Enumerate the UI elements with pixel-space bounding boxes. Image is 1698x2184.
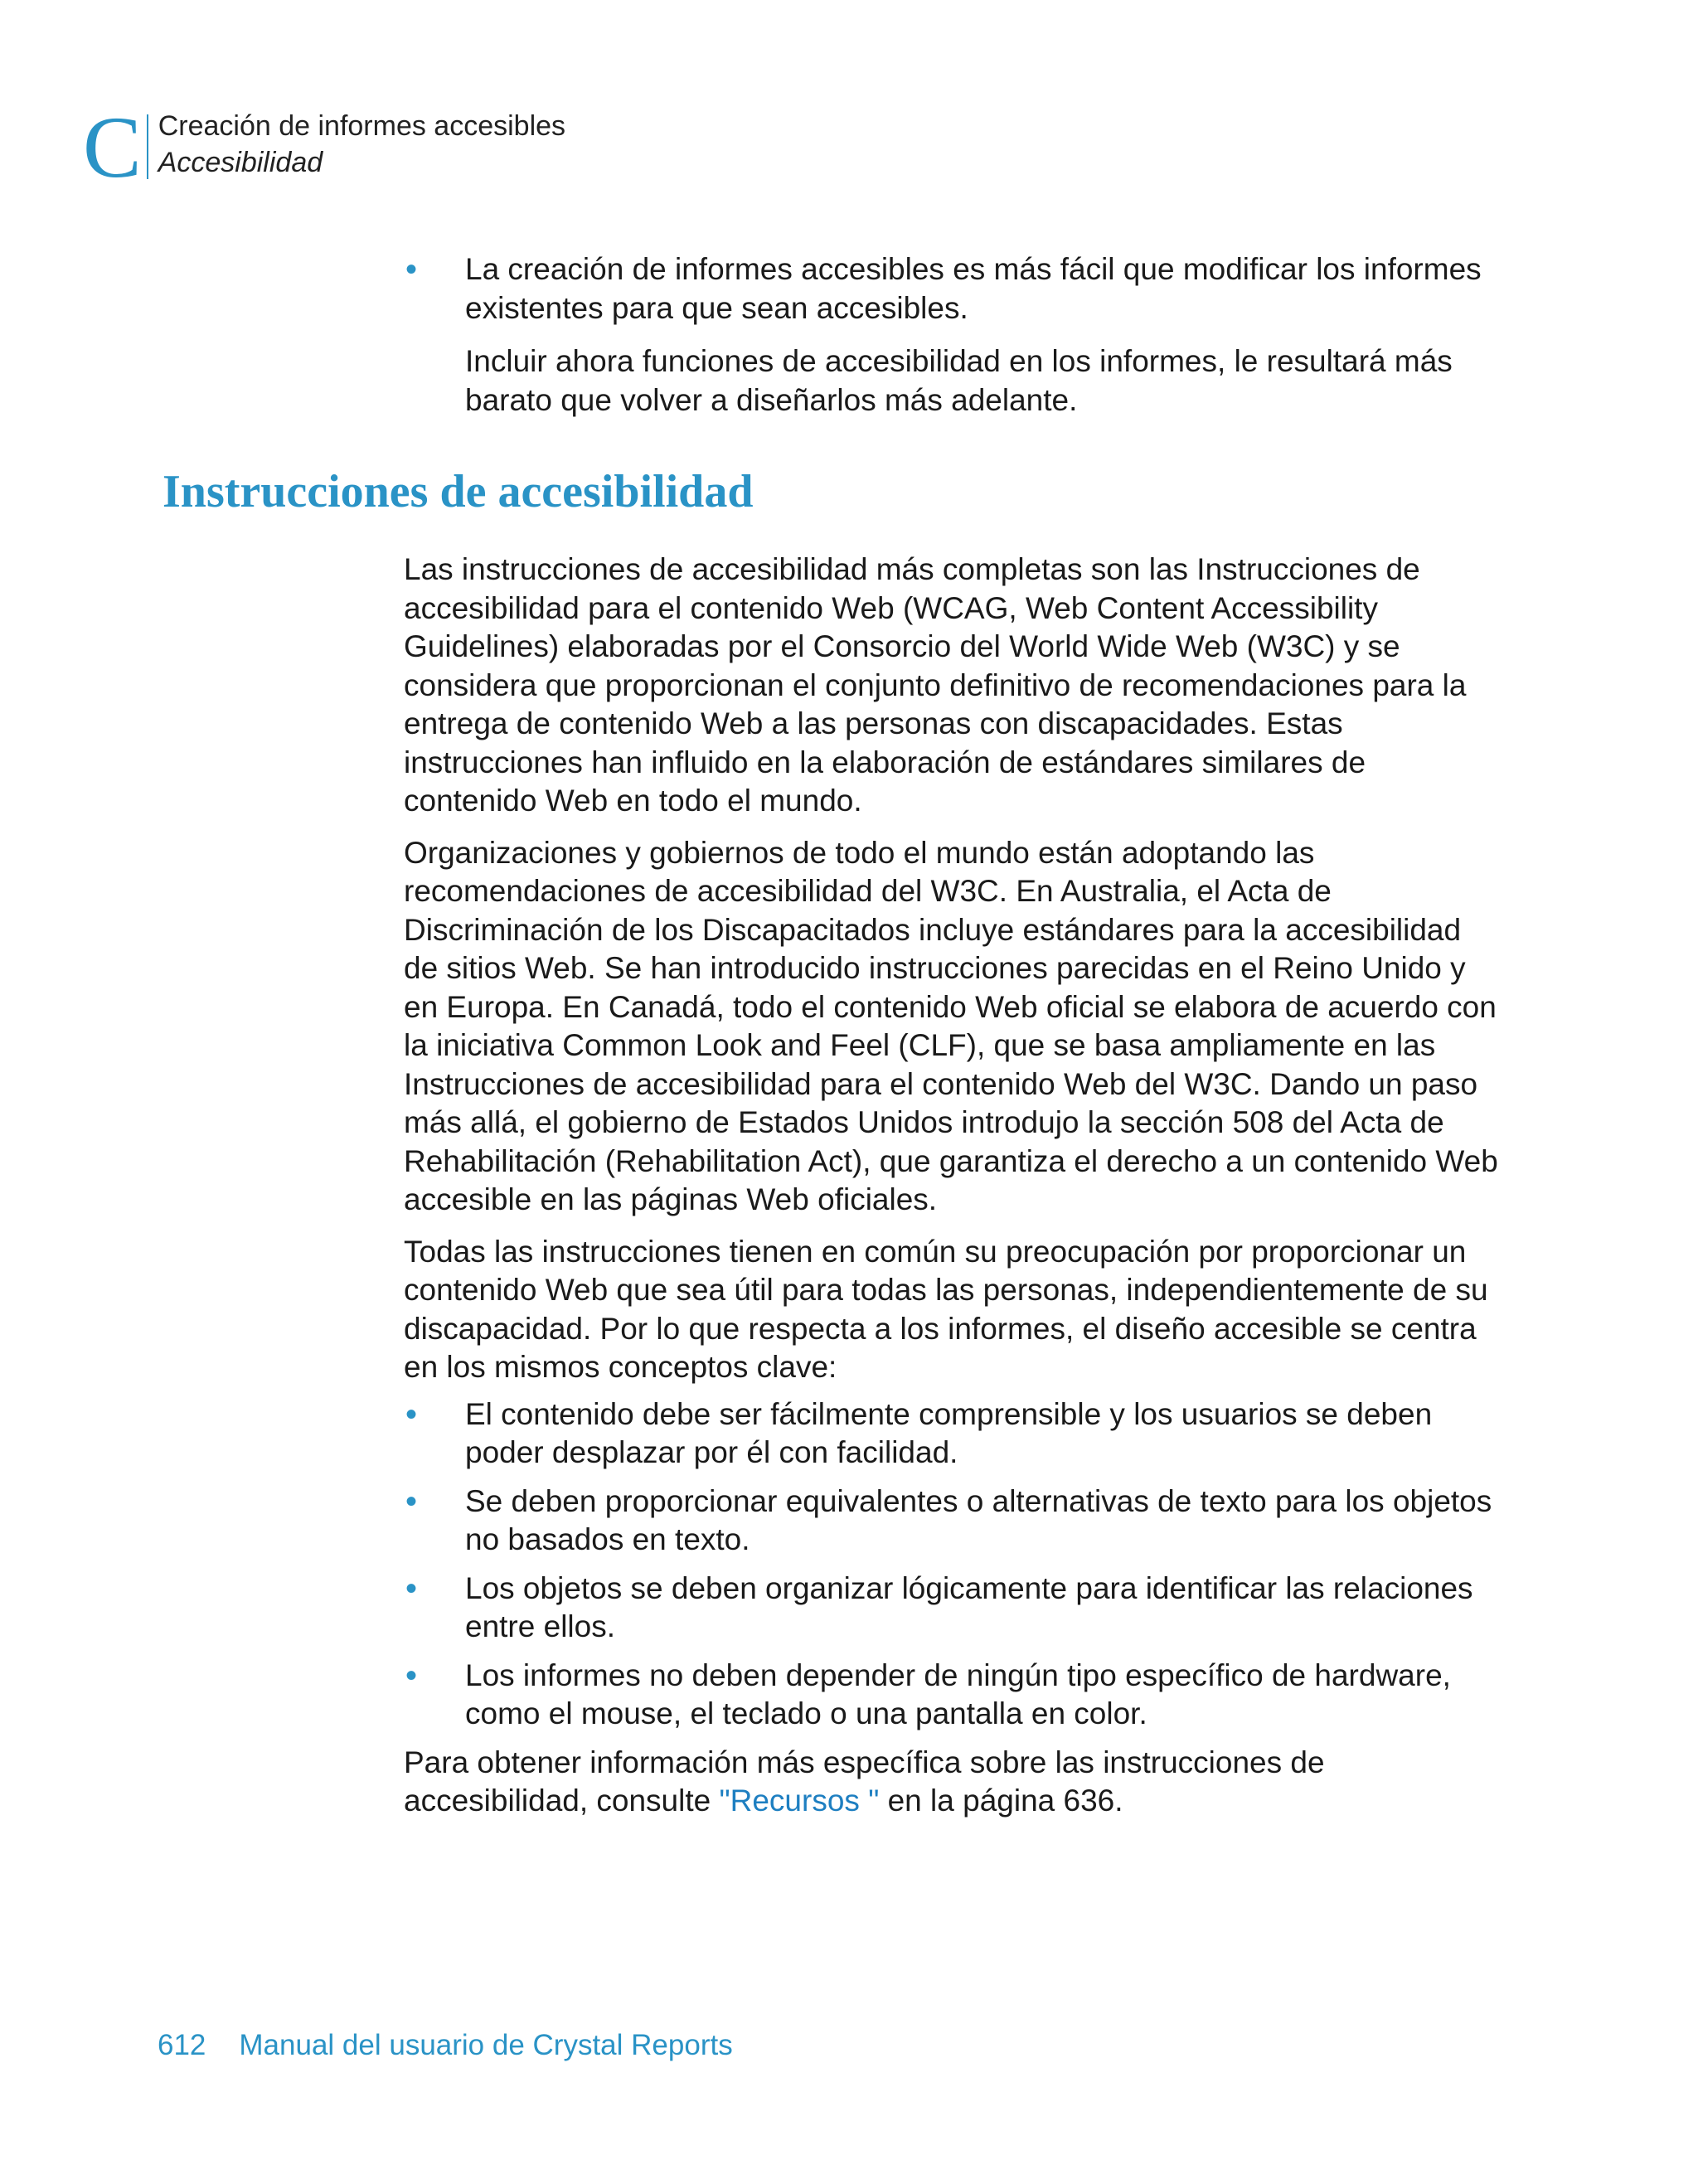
chapter-subtitle: Accesibilidad	[158, 147, 323, 178]
page-header	[83, 99, 566, 196]
intro-bullet-continuation: Incluir ahora funciones de accesibilidad en los informes, le resultará más barato que volver a diseñarlos más adelante.	[465, 344, 1453, 417]
bullet-icon: •	[405, 1570, 418, 1607]
chapter-letter: C	[83, 99, 142, 196]
chapter-title: Creación de informes accesibles	[158, 110, 566, 142]
bullet-text: El contenido debe ser fácilmente comprensible y los usuarios se deben poder desplazar por él con facilidad.	[465, 1396, 1433, 1469]
resources-link[interactable]: "Recursos "	[719, 1784, 880, 1818]
paragraph-1: Las instrucciones de accesibilidad más completas son las Instrucciones de accesibilidad para el contenido Web (WCAG, Web Content Accessibility Guidelines) elaboradas por el Consorcio del World Wide Web (W3C) y se considera que proporcionan el conjunto definitivo de recomendaciones para la entrega de contenido Web a las personas con discapacidades. Estas instrucciones han influido en la elaboración de estándares similares de contenido Web en todo el mundo.	[404, 552, 1467, 818]
closing-text-before: Para obtener información más específica sobre las instrucciones de accesibilidad, consulte	[404, 1745, 1325, 1818]
list-item	[404, 1570, 1498, 1647]
intro-bullet-block	[404, 250, 1498, 420]
header-text	[158, 108, 565, 181]
list-item	[404, 1395, 1498, 1473]
paragraph-2: Organizaciones y gobiernos de todo el mundo están adoptando las recomendaciones de accesibilidad del W3C. En Australia, el Acta de Discriminación de los Discapacitados incluye estándares para la accesibilidad de sitios Web. Se han introducido instrucciones parecidas en el Reino Unido y en Europa. En Canadá, todo el contenido Web oficial se elabora de acuerdo con la iniciativa Common Look and Feel (CLF), que se basa ampliamente en las Instrucciones de accesibilidad para el contenido Web del W3C. Dando un paso más allá, el gobierno de Estados Unidos introdujo la sección 508 del Acta de Rehabilitación (Rehabilitation Act), que garantiza el derecho a un contenido Web accesible en las páginas Web oficiales.	[404, 835, 1498, 1216]
bullet-text: Se deben proporcionar equivalentes o alternativas de texto para los objetos no basados en texto.	[465, 1483, 1492, 1556]
chapter-divider	[147, 114, 148, 179]
closing-paragraph	[404, 1744, 1498, 1821]
page-footer	[158, 2026, 733, 2065]
list-item	[404, 1483, 1498, 1560]
bullet-text: Los informes no deben depender de ningún tipo específico de hardware, como el mouse, el teclado o una pantalla en color.	[465, 1657, 1451, 1730]
bullet-icon: •	[405, 1657, 418, 1694]
manual-title: Manual del usuario de Crystal Reports	[239, 2029, 733, 2061]
intro-bullet	[404, 250, 1498, 420]
page-number: 612	[158, 2029, 206, 2061]
bullet-icon: •	[405, 1395, 418, 1433]
list-item	[404, 1657, 1498, 1734]
section-heading: Instrucciones de accesibilidad	[163, 466, 754, 517]
closing-text-after: en la página 636.	[879, 1784, 1123, 1818]
bullet-icon: •	[405, 251, 418, 288]
bullet-icon: •	[405, 1483, 418, 1520]
intro-bullet-text: La creación de informes accesibles es más fácil que modificar los informes existentes para que sean accesibles.	[465, 252, 1482, 325]
paragraph-3: Todas las instrucciones tienen en común su preocupación por proporcionar un contenido Web que sea útil para todas las personas, independientemente de su discapacidad. Por lo que respecta a los informes, el diseño accesible se centra en los mismos conceptos clave:	[404, 1234, 1488, 1384]
section-body	[404, 551, 1498, 1821]
bullet-text: Los objetos se deben organizar lógicamente para identificar las relaciones entre ellos.	[465, 1570, 1473, 1643]
